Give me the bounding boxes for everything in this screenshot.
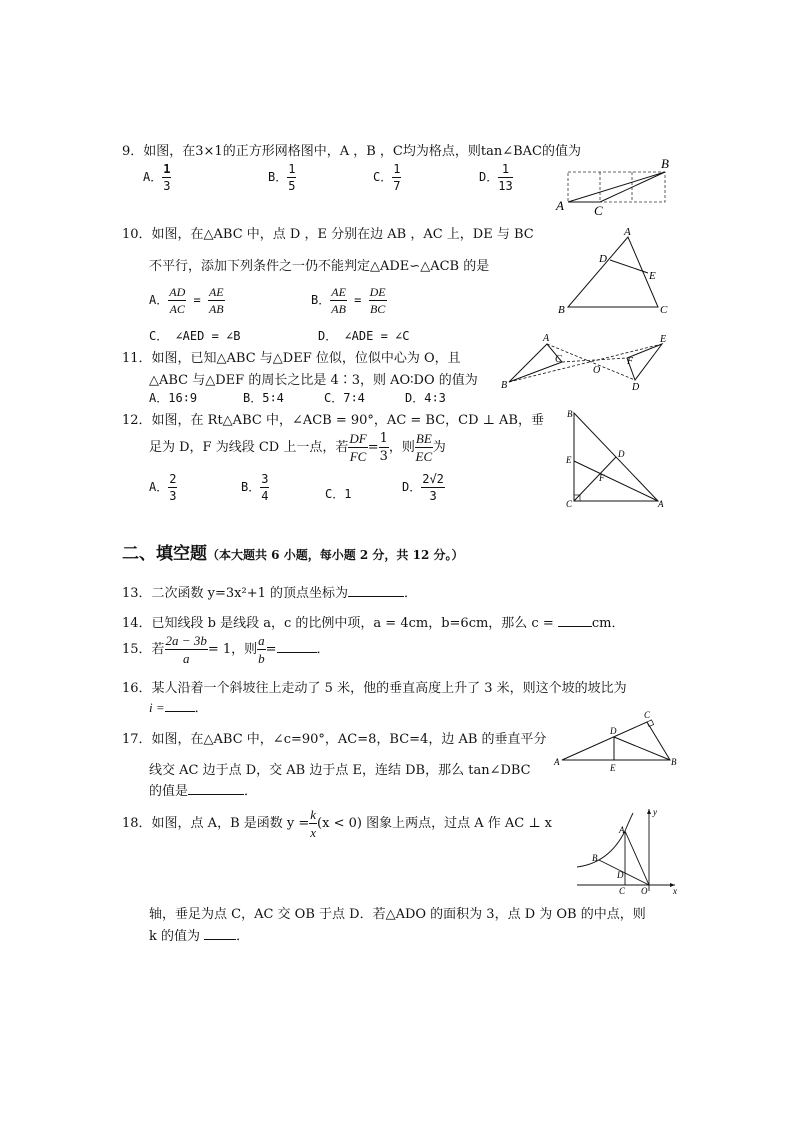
- q14-answer-blank[interactable]: [558, 626, 592, 627]
- section-2-header: [122, 539, 463, 564]
- q10-option-d: D． ∠ADE = ∠C: [318, 329, 410, 343]
- q16-line1: 16．某人沿着一个斜坡往上走动了 5 米，他的垂直高度上升了 3 米，则这个坡的坡比为: [122, 681, 627, 696]
- q11-option-c: C．7∶4: [324, 391, 365, 405]
- q18-figure: [573, 805, 683, 895]
- q10-label-b: B: [558, 304, 565, 316]
- q14: 14．已知线段 b 是线段 a，c 的比例中项，a = 4cm，b=6cm，那么 c = cm．: [122, 616, 625, 631]
- q11-figure: [497, 330, 677, 392]
- q10-option-b: B． $\frac{AE}{AB}$ = $\frac{DE}{BC}$: [311, 285, 386, 316]
- section-2-title: 二、填空题: [122, 544, 207, 564]
- q17-label-c: C: [644, 710, 651, 720]
- q9-label-c: C: [594, 203, 603, 218]
- q12-option-b: B． $\frac{3}{4}$: [241, 472, 269, 503]
- q9-label-b: B: [661, 156, 669, 171]
- q11-stem-line2: △ABC 与△DEF 的周长之比是 4∶3，则 AO∶DO 的值为: [149, 373, 478, 388]
- q12-option-a: A． $\frac{2}{3}$: [149, 472, 177, 503]
- q15-answer-blank[interactable]: [277, 652, 317, 653]
- q10-label-e: E: [649, 270, 656, 282]
- q12-label-c: C: [566, 499, 573, 509]
- q11-label-d: D: [632, 382, 640, 392]
- q10-option-c: C． ∠AED = ∠B: [149, 329, 241, 343]
- q11-label-e: E: [660, 334, 667, 345]
- q9-option-d: D． $\frac{1}{13}$: [479, 162, 513, 193]
- q11-label-b: B: [501, 380, 508, 391]
- q11-option-a: A．16∶9: [149, 391, 198, 405]
- q13-answer-blank[interactable]: [348, 596, 404, 597]
- q18-answer-blank[interactable]: [204, 939, 236, 940]
- q12-option-d: D． $\frac{2√2}{3}$: [402, 472, 444, 503]
- q12-label-b: B: [567, 409, 573, 419]
- q18-label-x: x: [673, 886, 677, 895]
- q18-line2: 轴，垂足为点 C，AC 交 OB 于点 D．若△ADO 的面积为 3，点 D 为 OB 的中点，则: [149, 907, 646, 922]
- q12-stem-line1: 12．如图，在 Rt△ABC 中，∠ACB = 90°，AC = BC，CD ⊥ AB，垂: [122, 413, 544, 428]
- q12-label-e: E: [566, 455, 572, 465]
- q17-answer-blank[interactable]: [188, 794, 244, 795]
- q17-label-b: B: [671, 757, 677, 767]
- q15: 15．若 $\frac{2a - 3b}{a}$ = 1，则 $\frac{a}{b}$ = ．: [122, 633, 330, 666]
- q12-option-c: C．1: [325, 487, 352, 501]
- q10-label-d: D: [599, 253, 607, 265]
- q9-option-b: B． $\frac{1}{5}$: [268, 162, 296, 193]
- q17-label-d: D: [610, 726, 617, 736]
- q18-label-c: C: [619, 886, 626, 895]
- q11-label-o: O: [593, 365, 601, 376]
- q18-label-o: O: [641, 886, 648, 895]
- q12-label-f: F: [599, 473, 605, 483]
- q10-stem-line2: 不平行，添加下列条件之一仍不能判定△ADE∽△ACB 的是: [149, 259, 490, 274]
- q10-label-a: A: [624, 226, 631, 238]
- q17-line1: 17．如图，在△ABC 中，∠c=90°，AC=8，BC=4，边 AB 的垂直平分: [122, 732, 547, 747]
- q9-option-a: A． $\frac{1}{3}$: [143, 162, 171, 193]
- q12-label-d: D: [618, 449, 625, 459]
- q9-option-c: C． $\frac{1}{7}$: [373, 162, 401, 193]
- q12-figure: [562, 405, 672, 510]
- q9-stem: 9．如图，在3×1的正方形网格图中，A ，B ，C均为格点，则tan∠BAC的值为: [122, 144, 581, 159]
- q10-option-a: A． $\frac{AD}{AC}$ = $\frac{AE}{AB}$: [149, 285, 224, 316]
- q11-option-b: B．5∶4: [243, 391, 284, 405]
- q12-stem-line2: 足为 D，F 为线段 CD 上一点，若 $\frac{DF}{FC}$ = $\frac{1}{3}$ ，则 $\frac{BE}{EC}$ 为: [149, 431, 446, 464]
- q11-label-a: A: [543, 333, 550, 344]
- q18-line3: k 的值为 ．: [149, 929, 250, 944]
- q10-stem-line1: 10．如图，在△ABC 中，点 D ，E 分别在边 AB ，AC 上，DE 与 BC: [122, 227, 534, 242]
- q12-label-a: A: [658, 499, 664, 509]
- q11-label-c: C: [555, 354, 562, 365]
- q11-label-f: F: [627, 356, 634, 367]
- q11-stem-line1: 11．如图，已知△ABC 与△DEF 位似，位似中心为 O，且: [122, 351, 461, 366]
- q18-label-b: B: [592, 853, 598, 863]
- q17-label-e: E: [610, 763, 616, 773]
- q10-label-c: C: [660, 304, 668, 316]
- q18-label-d: D: [617, 870, 624, 880]
- q16-line2: i = ．: [149, 700, 208, 716]
- q13: 13．二次函数 y=3x²+1 的顶点坐标为 ．: [122, 586, 418, 601]
- q17-figure: [552, 708, 682, 776]
- q17-label-a: A: [554, 757, 560, 767]
- q18-label-a: A: [619, 825, 625, 835]
- q18-label-y: y: [653, 807, 657, 817]
- q9-label-a: A: [556, 198, 564, 213]
- q17-line3: 的值是 ．: [149, 784, 258, 799]
- q10-figure: [555, 225, 675, 320]
- q9-figure: [548, 152, 678, 220]
- q11-option-d: D．4∶3: [405, 391, 446, 405]
- q18-line1: 18．如图，点 A，B 是函数 y = $\frac{k}{x}$ (x < 0) 图象上两点，过点 A 作 AC ⊥ x: [122, 807, 553, 840]
- q16-answer-blank[interactable]: [165, 711, 195, 712]
- q17-line2: 线交 AC 边于点 D，交 AB 边于点 E，连结 DB，那么 tan∠DBC: [149, 763, 531, 778]
- section-2-note: （本大题共 6 小题，每小题 2 分，共 12 分。）: [207, 548, 464, 562]
